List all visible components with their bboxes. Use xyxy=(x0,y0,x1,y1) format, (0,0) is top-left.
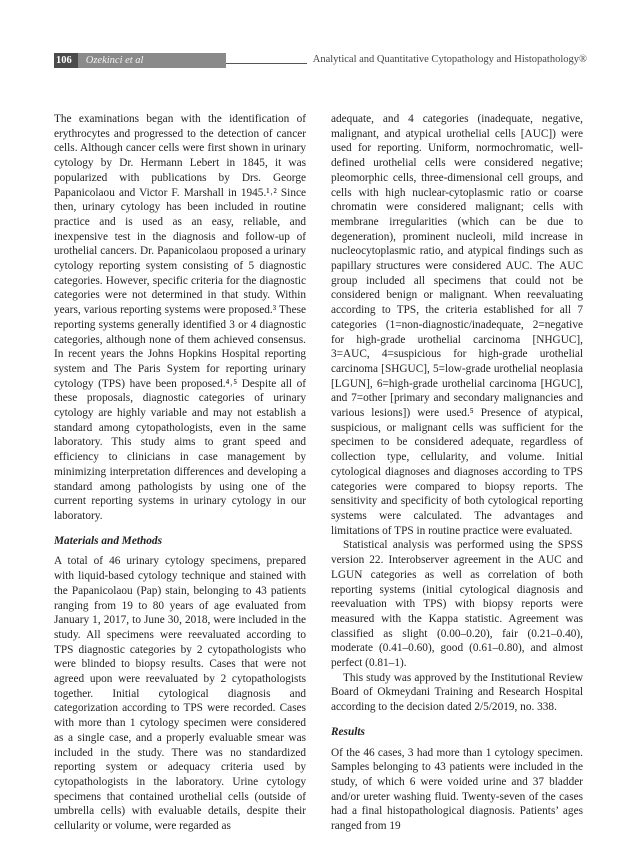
continued-paragraph: adequate, and 4 categories (inadequate, negative, malignant, and atypical urothelial cells [AUC]) were used for reporting. Uniform, normochromatic, well-defined urothelial cells were considered negative; pleomorphic cells, three-dimensional cell groups, and cells with high nuclear-cytoplasmic ratio or coarse chromatin were considered malignant; cells with membrane irregularities (which can be due to degeneration), prominent nucleoli, mild increase in nucleocytoplasmic ratio, and atypical findings such as papillary structures were considered AUC. The AUC group included all specimens that could not be considered benign or malignant. When reevaluating according to TPS, the criteria established for all 7 categories (1=non-diagnostic/inadequate, 2=negative for high-grade urothelial carcinoma [NHGUC], 3=AUC, 4=suspicious for high-grade urothelial carcinoma [SHGUC], 5=low-grade urothelial neoplasia [LGUN], 6=high-grade urothelial carcinoma [HGUC], and 7=other [primary and secondary malignancies and various lesions]) were used.⁵ Presence of atypical, suspicious, or malignant cells was sufficient for the specimen to be considered adequate, regardless of collection type, cellularity, and volume. Initial cytological diagnoses and diagnoses according to TPS categories were compared to biopsy reports. The sensitivity and specificity of both cytological reporting systems were calculated. The advantages and limitations of TPS in routine practice were evaluated. xyxy=(331,113,583,537)
running-author: Ozekinci et al xyxy=(78,53,226,68)
results-heading: Results xyxy=(331,725,365,738)
left-column xyxy=(54,112,306,834)
page-number: 106 xyxy=(54,53,78,68)
running-header xyxy=(54,53,587,68)
stats-paragraph: Statistical analysis was performed using the SPSS version 22. Interobserver agreement in the AUC and LGUN categories as well as correlation of both reporting systems (initial cytological diagnosis and reevaluation with TPS) with biopsy reports were measured with the Kappa statistic. Agreement was classified as slight (0.00–0.20), fair (0.21–0.40), moderate (0.41–0.60), good (0.61–0.80), and almost perfect (0.81–1). xyxy=(331,539,583,670)
approval-paragraph: This study was approved by the Institutional Review Board of Okmeydani Training and Research Hospital according to the decision dated 2/5/2019, no. 338. xyxy=(331,671,583,714)
journal-title: Analytical and Quantitative Cytopathology and Histopathology® xyxy=(307,54,587,65)
methods-heading: Materials and Methods xyxy=(54,534,162,547)
right-column xyxy=(331,112,583,834)
results-paragraph: Of the 46 cases, 3 had more than 1 cytology specimen. Samples belonging to 43 patients were included in the study, of which 6 were voided urine and 37 bladder and/or ureter washing fluid. Twenty-seven of the cases had a final histopathological diagnosis. Patients’ ages ranged from 19 xyxy=(331,746,583,833)
methods-paragraph: A total of 46 urinary cytology specimens, prepared with liquid-based cytology technique and stained with the Papanicolaou (Pap) stain, belonging to 43 patients ranging from 19 to 80 years of age evaluated from January 1, 2017, to June 30, 2018, were included in the study. All specimens were reevaluated according to TPS diagnostic categories by 2 cytopathologists who were blinded to biopsy results. Cases that were not agreed upon were reevaluated by 2 cytopathologists together. Initial cytological diagnosis and categorization according to TPS were recorded. Cases with more than 1 cytology specimen were considered as a single case, and a properly evaluable smear was included in the study. There was no standardized reporting system or adequacy criteria used by cytopathologists in the laboratory. Urine cytology specimens that contained urothelial cells (outside of umbrella cells) with evaluable details, despite their cellularity or volume, were regarded as xyxy=(54,555,306,833)
intro-paragraph: The examinations began with the identification of erythrocytes and progressed to the detection of cancer cells. Although cancer cells were first shown in urinary cytology by Dr. Hermann Lebert in 1845, it was popularized with publications by Drs. George Papanicolaou and Victor F. Marshall in 1945.¹˒² Since then, urinary cytology has been included in routine practice and is used as an easy, reliable, and inexpensive test in the diagnosis and follow-up of urothelial cancers. Dr. Papanicolaou proposed a urinary cytology reporting system consisting of 5 diagnostic categories. However, specific criteria for the diagnostic categories were not determined in that study. Within years, various reporting systems were proposed.³ These reporting systems generally identified 3 or 4 diagnostic categories, although none of them achieved consensus. In recent years the Johns Hopkins Hospital reporting system and The Paris System for reporting urinary cytology (TPS) have been proposed.⁴˒⁵ Despite all of these proposals, diagnostic categories of urinary cytology are highly variable and may not establish a standard among cytopathologists, even in the same laboratory. This study aims to grant speed and efficiency to clinicians in case management by minimizing interpretation differences and developing a standard among pathologists by using one of the current reporting systems in urinary cytology in our laboratory. xyxy=(54,113,306,522)
